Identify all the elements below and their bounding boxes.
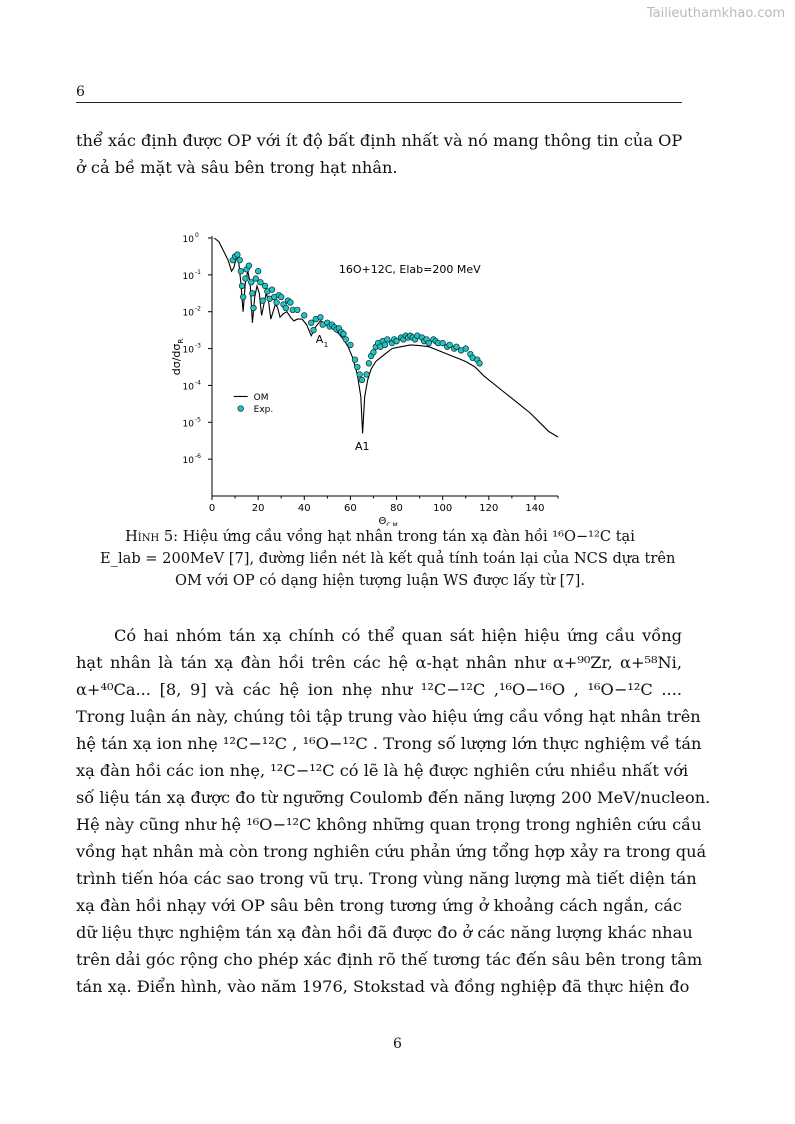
legend-exp-swatch bbox=[238, 406, 244, 412]
header-rule bbox=[76, 102, 682, 103]
exp-point bbox=[295, 307, 301, 313]
text-line: xạ đàn hồi các ion nhẹ, ¹²C−¹²C có lẽ là hệ được nghiên cứu nhiều nhất với bbox=[76, 761, 689, 780]
footer-page-number: 6 bbox=[393, 1036, 402, 1052]
y-tick-label: 10 bbox=[182, 271, 194, 282]
x-tick-label: 40 bbox=[297, 503, 311, 514]
exp-point bbox=[239, 283, 245, 289]
exp-point bbox=[248, 279, 254, 285]
caption-label: Hình 5: bbox=[125, 528, 179, 545]
x-tick-label: 20 bbox=[251, 503, 265, 514]
exp-point bbox=[366, 361, 372, 367]
body-paragraph bbox=[76, 622, 711, 1000]
annotation-a1: A1 bbox=[355, 439, 370, 453]
x-tick-label: 100 bbox=[433, 503, 453, 514]
caption-line-3: OM với OP có dạng hiện tượng luận WS được lấy từ [7]. bbox=[175, 572, 585, 589]
exp-point bbox=[447, 342, 453, 348]
exp-point bbox=[250, 290, 256, 296]
caption-text: Hiệu ứng cầu vồng hạt nhân trong tán xạ đàn hồi ¹⁶O−¹²C tại bbox=[182, 528, 635, 545]
x-tick-label: 60 bbox=[344, 503, 357, 514]
exp-point bbox=[246, 263, 252, 269]
exp-point bbox=[359, 377, 365, 383]
exp-point bbox=[357, 372, 363, 378]
exp-point bbox=[440, 340, 446, 346]
exp-point bbox=[255, 268, 261, 274]
x-tick-label: 0 bbox=[208, 503, 216, 514]
exp-point bbox=[352, 357, 358, 363]
exp-point bbox=[253, 276, 259, 282]
y-tick-label: 10 bbox=[182, 456, 194, 467]
exp-point bbox=[238, 268, 244, 274]
exp-point bbox=[243, 276, 249, 282]
text-line: Có hai nhóm tán xạ chính có thể quan sát hiện hiệu ứng cầu vồng bbox=[114, 626, 682, 645]
x-tick-label: 80 bbox=[390, 503, 403, 514]
caption-line-1 bbox=[100, 526, 660, 548]
exp-point bbox=[343, 337, 349, 343]
exp-point bbox=[426, 340, 432, 346]
intro-paragraph bbox=[76, 127, 682, 181]
exp-point bbox=[262, 283, 268, 289]
exp-point bbox=[301, 313, 307, 319]
rainbow-chart bbox=[170, 226, 570, 526]
exp-point bbox=[308, 320, 314, 326]
y-tick-label: 10 bbox=[182, 345, 194, 356]
exp-point bbox=[348, 342, 354, 348]
text-line: trên dải góc rộng cho phép xác định rõ thế tương tác đến sâu bên trong tâm bbox=[76, 950, 703, 969]
annotation-a2: A bbox=[315, 333, 324, 347]
exp-point bbox=[269, 287, 275, 293]
y-tick-exponent: -3 bbox=[195, 342, 201, 350]
text-line: tán xạ. Điển hình, vào năm 1976, Stokstad và đồng nghiệp đã thực hiện đo bbox=[76, 977, 690, 996]
exp-point bbox=[260, 298, 266, 304]
text-line: hệ tán xạ ion nhẹ ¹²C−¹²C , ¹⁶O−¹²C . Trong số lượng lớn thực nghiệm về tán bbox=[76, 734, 702, 753]
text-line: dữ liệu thực nghiệm tán xạ đàn hồi đã được đo ở các năng lượng khác nhau bbox=[76, 923, 693, 942]
exp-point bbox=[454, 344, 460, 350]
watermark: Tailieuthamkhao.com bbox=[646, 6, 785, 21]
x-tick-label: 140 bbox=[525, 503, 545, 514]
exp-point bbox=[394, 338, 400, 344]
y-tick-label: 10 bbox=[182, 235, 194, 245]
exp-point bbox=[240, 294, 246, 300]
chart-title: 16O+12C, Elab=200 MeV bbox=[338, 263, 481, 277]
y-tick-exponent: -1 bbox=[195, 268, 201, 276]
exp-point bbox=[385, 337, 391, 343]
exp-point bbox=[274, 300, 280, 306]
exp-point bbox=[382, 342, 388, 348]
y-tick-exponent: -4 bbox=[195, 379, 201, 387]
text-line: trình tiến hóa các sao trong vũ trụ. Trong vùng năng lượng mà tiết diện tán bbox=[76, 869, 697, 888]
legend-exp-label: Exp. bbox=[253, 404, 274, 415]
exp-point bbox=[251, 305, 257, 311]
y-axis-label-sub: R bbox=[177, 338, 185, 344]
exp-point bbox=[237, 257, 243, 263]
exp-point bbox=[258, 279, 264, 285]
exp-point bbox=[278, 294, 284, 300]
header-page-number: 6 bbox=[76, 84, 85, 100]
text-line: hạt nhân là tán xạ đàn hồi trên các hệ α-hạt nhân như α+⁹⁰Zr, α+⁵⁸Ni, bbox=[76, 653, 682, 672]
y-tick-label: 10 bbox=[182, 308, 194, 319]
x-tick-label: 120 bbox=[479, 503, 499, 514]
x-axis-label-sub: C.M. bbox=[386, 522, 400, 526]
legend-om-label: OM bbox=[253, 392, 269, 403]
exp-point bbox=[235, 252, 241, 258]
exp-point bbox=[371, 349, 377, 355]
exp-point bbox=[463, 346, 469, 352]
figure-5 bbox=[170, 226, 570, 526]
exp-point bbox=[355, 364, 361, 370]
figure-caption bbox=[100, 526, 676, 592]
exp-point bbox=[318, 314, 324, 320]
x-axis-label: $\Theta_{C.M.}$ bbox=[378, 516, 399, 526]
exp-point bbox=[341, 331, 347, 337]
text-line: thể xác định được OP với ít độ bất định nhất và nó mang thông tin của OP bbox=[76, 131, 683, 150]
y-axis-label: $d\sigma/d\sigma_R$ bbox=[170, 338, 185, 376]
text-line: ở cả bề mặt và sâu bên trong hạt nhân. bbox=[76, 158, 398, 177]
exp-point bbox=[477, 361, 483, 367]
y-tick-exponent: 0 bbox=[195, 232, 199, 239]
y-tick-exponent: -5 bbox=[195, 416, 201, 424]
text-line: vồng hạt nhân mà còn trong nghiên cứu phản ứng tổng hợp xảy ra trong quá bbox=[76, 842, 707, 861]
text-line: Hệ này cũng như hệ ¹⁶O−¹²C không những quan trọng trong nghiên cứu cầu bbox=[76, 815, 702, 834]
y-tick-label: 10 bbox=[182, 382, 194, 393]
text-line: số liệu tán xạ được đo từ ngưỡng Coulomb đến năng lượng 200 MeV/nucleon. bbox=[76, 788, 711, 807]
y-tick-exponent: -2 bbox=[195, 305, 201, 313]
text-line: α+⁴⁰Ca... [8, 9] và các hệ ion nhẹ như ¹²C−¹²C ,¹⁶O−¹⁶O , ¹⁶O−¹²C .... bbox=[76, 680, 682, 699]
text-line: Trong luận án này, chúng tôi tập trung vào hiệu ứng cầu vồng hạt nhân trên bbox=[76, 707, 701, 726]
exp-point bbox=[288, 300, 294, 306]
annotation-a2-sub: 1 bbox=[323, 341, 329, 350]
exp-point bbox=[283, 305, 289, 311]
y-tick-label: 10 bbox=[182, 419, 194, 430]
text-line: xạ đàn hồi nhạy với OP sâu bên trong tương ứng ở khoảng cách ngắn, các bbox=[76, 896, 682, 915]
caption-line-2: E_lab = 200MeV [7], đường liền nét là kết quả tính toán lại của NCS dựa trên bbox=[100, 550, 676, 567]
exp-point bbox=[364, 372, 370, 378]
y-tick-exponent: -6 bbox=[195, 453, 201, 461]
